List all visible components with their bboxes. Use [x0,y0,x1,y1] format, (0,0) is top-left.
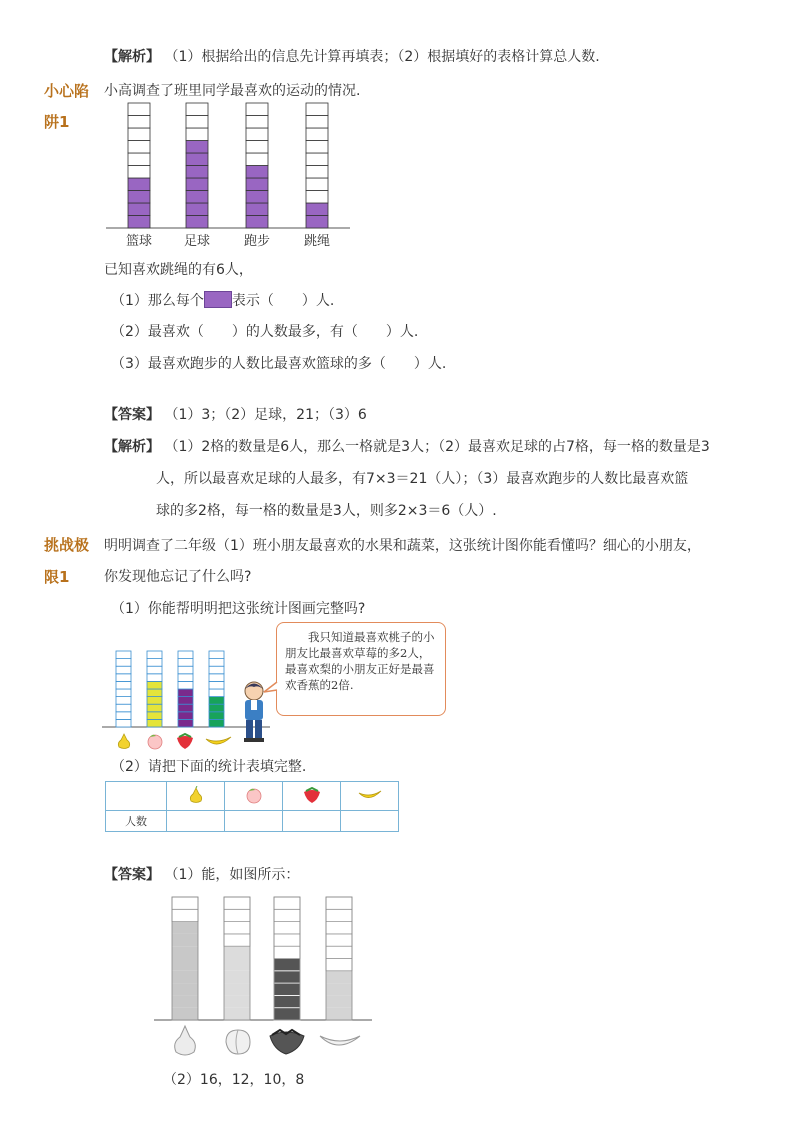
empty-cell [224,897,250,909]
filled-cell [274,983,300,995]
empty-cell [246,153,268,166]
empty-cell [224,922,250,934]
bar-column [306,103,328,228]
filled-cell [246,216,268,229]
filled-cell [209,712,224,720]
filled-cell [172,959,198,971]
challenge-q1: （1）你能帮明明把这张统计图画完整吗? [111,601,366,617]
empty-cell [246,141,268,154]
filled-cell [224,971,250,983]
empty-cell [116,681,131,689]
filled-cell [147,689,162,697]
empty-cell [186,103,208,116]
filled-cell [178,689,193,697]
empty-cell [186,128,208,141]
filled-cell [274,1008,300,1020]
filled-cell [306,203,328,216]
filled-cell [246,203,268,216]
empty-cell [274,946,300,958]
filled-cell [274,995,300,1007]
answer-tag: 【答案】 [104,407,160,423]
empty-cell [209,651,224,659]
challenge-answer [104,864,299,884]
filled-cell [128,178,150,191]
empty-cell [128,153,150,166]
filled-cell [326,995,352,1007]
bar-column [128,103,150,228]
challenge-question-2: 你发现他忘记了什么吗? [104,569,252,585]
filled-cell [128,216,150,229]
empty-cell [326,922,352,934]
filled-cell [172,946,198,958]
empty-cell [306,166,328,179]
empty-cell [128,116,150,129]
empty-cell [128,103,150,116]
filled-cell [186,178,208,191]
table-row [106,811,399,832]
banana-icon [320,1036,360,1045]
speech-bubble-tail [262,680,280,696]
empty-cell [172,909,198,921]
analysis-text: （1）2格的数量是6人，那么一格就是3人；（2）最喜欢足球的占7格，每一格的数量是3 [164,439,710,455]
filled-cell [274,959,300,971]
table-cell-pear [167,811,225,832]
sports-bar-chart [100,100,360,252]
empty-cell [128,166,150,179]
empty-cell [209,681,224,689]
table-cell-banana [341,811,399,832]
filled-cell [224,959,250,971]
filled-cell [306,216,328,229]
empty-cell [147,674,162,682]
empty-cell [116,719,131,727]
answer-tag: 【答案】 [104,867,160,883]
strawberry-icon [177,734,193,749]
trap-analysis-2: 人，所以最喜欢足球的人最多，有7×3＝21（人）；（3）最喜欢跑步的人数比最喜欢篮 [156,471,689,487]
empty-cell [274,897,300,909]
empty-cell [147,659,162,667]
x-tick-label: 篮球 [125,234,153,249]
empty-cell [274,909,300,921]
strawberry-icon [270,1030,304,1054]
table-header-strawberry [283,782,341,811]
empty-cell [128,128,150,141]
empty-cell [178,674,193,682]
x-tick-label: 足球 [183,234,211,249]
filled-cell [147,704,162,712]
banana-icon [357,787,383,803]
empty-cell [306,116,328,129]
empty-cell [116,674,131,682]
empty-cell [116,712,131,720]
filled-cell [147,719,162,727]
empty-cell [209,689,224,697]
filled-cell [224,1008,250,1020]
bar-column [246,103,268,228]
table-cell-peach [225,811,283,832]
empty-cell [178,666,193,674]
empty-cell [246,128,268,141]
grid-cell-swatch [204,291,232,308]
table-row-header: 人数 [106,811,167,832]
bar-column [326,897,352,1020]
filled-cell [147,712,162,720]
challenge-answer-2: （2）16，12，10，8 [163,1072,305,1088]
empty-cell [116,697,131,705]
filled-cell [172,1008,198,1020]
empty-cell [209,674,224,682]
empty-cell [246,116,268,129]
empty-cell [209,666,224,674]
analysis-tag: 【解析】 [104,439,160,455]
trap-question: 小高调查了班里同学最喜欢的运动的情况. [104,83,361,99]
filled-cell [172,995,198,1007]
filled-cell [209,719,224,727]
analysis-line [104,46,600,66]
pear-icon [118,734,129,749]
bubble-text: 我只知道最喜欢桃子的小朋友比最喜欢草莓的多2人，最喜欢梨的小朋友正好是最喜欢香蕉的2倍. [285,630,435,692]
trap-q1 [111,290,334,310]
bar-column [172,897,198,1020]
empty-cell [172,897,198,909]
analysis-text: （1）根据给出的信息先计算再填表；（2）根据填好的表格计算总人数. [164,49,600,65]
filled-cell [326,1008,352,1020]
challenge-side-label-2: 限1 [44,568,70,586]
empty-cell [116,651,131,659]
empty-cell [274,922,300,934]
x-tick-label: 跳绳 [303,234,331,249]
bar-column [147,651,162,727]
filled-cell [172,983,198,995]
trap-known: 已知喜欢跳绳的有6人， [104,262,253,278]
empty-cell [326,897,352,909]
empty-cell [306,153,328,166]
trap-answer [104,404,367,424]
filled-cell [326,983,352,995]
trap-side-label-2: 阱1 [44,113,70,131]
trap-analysis-3: 球的多2格，每一格的数量是3人，则多2×3＝6（人）. [156,503,497,519]
challenge-q2: （2）请把下面的统计表填完整. [111,759,307,775]
trap-q1-b: 表示（ ）人. [231,293,335,309]
trap-q2: （2）最喜欢（ ）的人数最多，有（ ）人. [111,324,419,340]
filled-cell [186,216,208,229]
peach-icon [226,1030,250,1054]
empty-cell [306,191,328,204]
filled-cell [186,141,208,154]
filled-cell [224,946,250,958]
filled-cell [274,971,300,983]
table-header-banana [341,782,399,811]
pear-icon [186,786,206,804]
empty-cell [306,103,328,116]
filled-cell [186,153,208,166]
filled-cell [178,712,193,720]
empty-cell [224,934,250,946]
filled-cell [178,697,193,705]
table-header-peach [225,782,283,811]
empty-cell [224,909,250,921]
challenge-side-label-1: 挑战极 [44,536,90,554]
empty-cell [116,659,131,667]
answer-bar-chart [150,893,380,1063]
bar-column [116,651,131,727]
trap-analysis-1 [104,436,710,456]
filled-cell [246,166,268,179]
empty-cell [186,116,208,129]
filled-cell [147,697,162,705]
empty-cell [326,934,352,946]
bar-column [186,103,208,228]
empty-cell [209,659,224,667]
filled-cell [224,995,250,1007]
table-cell-strawberry [283,811,341,832]
filled-cell [186,191,208,204]
x-tick-label: 跑步 [243,234,271,249]
empty-cell [306,128,328,141]
empty-cell [147,666,162,674]
filled-cell [246,191,268,204]
filled-cell [224,983,250,995]
filled-cell [209,704,224,712]
filled-cell [178,719,193,727]
table-header-pear [167,782,225,811]
filled-cell [326,971,352,983]
empty-cell [116,666,131,674]
empty-cell [178,659,193,667]
filled-cell [186,203,208,216]
trap-q3: （3）最喜欢跑步的人数比最喜欢篮球的多（ ）人. [111,356,447,372]
trap-q1-a: （1）那么每个 [111,293,204,309]
pear-icon [175,1026,196,1055]
empty-cell [178,681,193,689]
answer-text: （1）能，如图所示： [164,867,300,883]
table-row [106,782,399,811]
bar-column [224,897,250,1020]
filled-cell [186,166,208,179]
bar-column [178,651,193,727]
filled-cell [172,971,198,983]
filled-cell [128,203,150,216]
filled-cell [178,704,193,712]
empty-cell [326,959,352,971]
empty-cell [178,651,193,659]
empty-cell [116,689,131,697]
empty-cell [128,141,150,154]
empty-cell [147,651,162,659]
peach-icon [243,786,265,804]
empty-cell [274,934,300,946]
empty-cell [116,704,131,712]
banana-icon [206,737,231,744]
strawberry-icon [301,786,323,804]
filled-cell [246,178,268,191]
trap-side-label-1: 小心陷 [44,82,90,100]
fruit-stat-table [105,781,399,832]
challenge-question-1: 明明调查了二年级（1）班小朋友最喜欢的水果和蔬菜，这张统计图你能看懂吗？细心的小朋友， [104,538,701,554]
table-corner-cell [106,782,167,811]
filled-cell [172,934,198,946]
empty-cell [326,946,352,958]
answer-text: （1）3；（2）足球，21；（3）6 [164,407,367,423]
empty-cell [306,141,328,154]
speech-bubble [276,622,446,716]
filled-cell [209,697,224,705]
bar-column [209,651,224,727]
filled-cell [172,922,198,934]
analysis-tag: 【解析】 [104,49,160,65]
filled-cell [147,681,162,689]
empty-cell [326,909,352,921]
peach-icon [148,735,162,749]
bar-column [274,897,300,1020]
empty-cell [306,178,328,191]
filled-cell [128,191,150,204]
empty-cell [246,103,268,116]
